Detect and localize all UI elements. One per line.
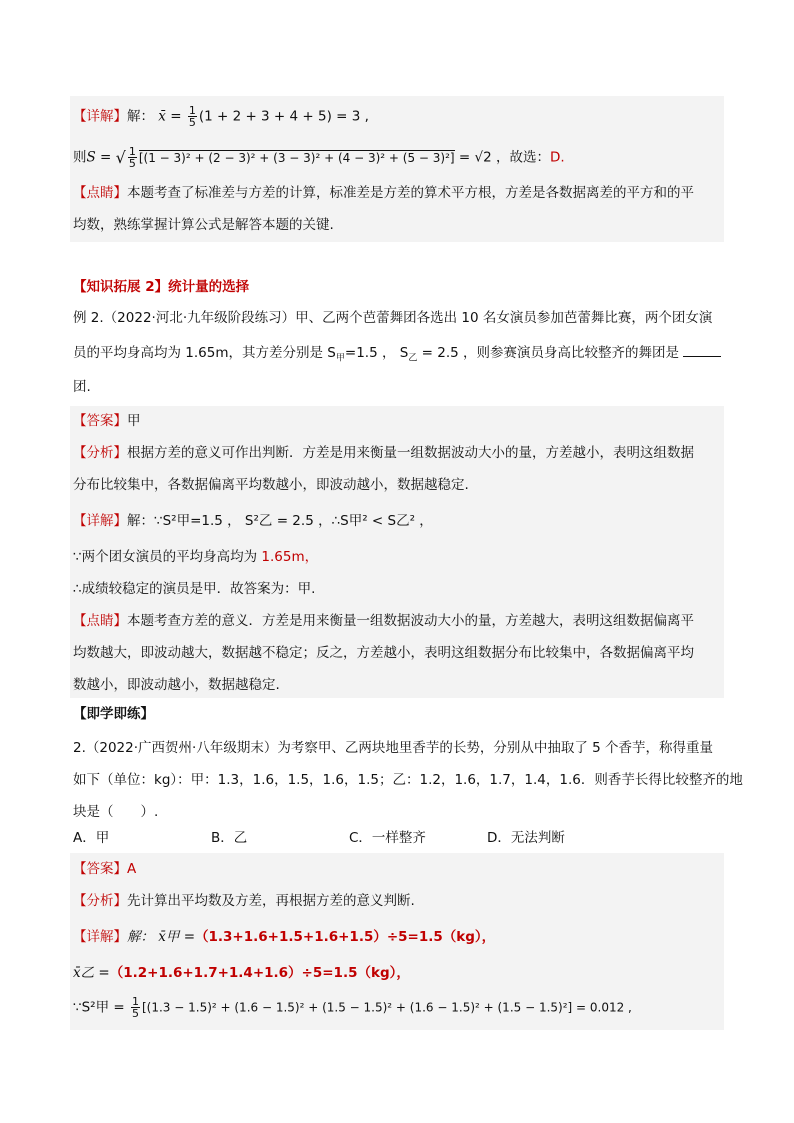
option-c[interactable]: C．一样整齐	[349, 830, 426, 846]
comment-tag: 【点睛】	[73, 185, 127, 201]
detail-line-std: 则S = √ $\frac{1}{5}$ [(1 − 3)² + (2 − 3)² + (3 − 3)² + (4 − 3)² + (5 − 3)²] = √2 ，故选：D.	[73, 145, 565, 170]
answer-line: 【答案】A	[73, 861, 137, 877]
question-line-2: 员的平均身高均为 1.65m，其方差分别是 $S_甲=1.5$ ， $S_乙 = 2.5$ ，则参赛演员身高比较整齐的舞团是	[73, 342, 721, 370]
question-line-1: 2.（2022·广西贺州·八年级期末）为考察甲、乙两块地里香芋的长势，分别从中抽取了 5 个香芋，称得重量	[73, 740, 713, 756]
question-line-3: 团.	[73, 379, 91, 395]
comment-line-2: 均数，熟练掌握计算公式是解答本题的关键.	[73, 217, 334, 233]
answer-line: 【答案】甲	[73, 413, 141, 429]
detail-line-1: 【详解】解： x̄甲 =（1.3+1.6+1.5+1.6+1.5）÷5=1.5（kg），	[73, 929, 496, 945]
detail-line-3: ∴成绩较稳定的演员是甲．故答案为：甲.	[73, 581, 316, 597]
comment-line-1: 【点睛】本题考查方差的意义．方差是用来衡量一组数据波动大小的量，方差越大，表明这组数据偏离平	[73, 613, 694, 629]
std-inner: [(1 − 3)² + (2 − 3)² + (3 − 3)² + (4 − 3)² + (5 − 3)²]	[138, 150, 455, 165]
analysis-line: 【分析】先计算出平均数及方差，再根据方差的意义判断.	[73, 893, 415, 909]
practice-heading: 【即学即练】	[73, 706, 154, 722]
detail-line-2: x̄乙 =（1.2+1.6+1.7+1.4+1.6）÷5=1.5（kg），	[73, 965, 410, 981]
option-a[interactable]: A．甲	[73, 830, 110, 846]
option-d[interactable]: D．无法判断	[487, 830, 565, 846]
question-line-2: 如下（单位：kg）：甲：1.3，1.6，1.5，1.6，1.5；乙：1.2，1.6，1.7，1.4，1.6．则香芋长得比较整齐的地	[73, 772, 743, 788]
detail-line-1: 【详解】解：∵S²甲=1.5 ， S²乙 = 2.5 ，∴S甲² < S乙² ，	[73, 513, 433, 529]
section-heading: 【知识拓展 2】统计量的选择	[73, 279, 250, 295]
option-b[interactable]: B．乙	[211, 830, 248, 846]
detail-line-mean: 【详解】解： x̄ = $\frac{1}{5}$ (1 + 2 + 3 + 4 + 5) = 3 ,	[73, 104, 369, 129]
comment-line-3: 数越小，即波动越小，数据越稳定.	[73, 677, 280, 693]
detail-tag: 【详解】	[73, 108, 127, 125]
comment-line-2: 均数越大，即波动越大，数据越不稳定；反之，方差越小，表明这组数据分布比较集中，各数据偏离平均	[73, 645, 694, 661]
fraction: $\frac{1}{5}$	[131, 995, 139, 1020]
answer-blank	[683, 342, 721, 357]
question-line-1: 例 2.（2022·河北·九年级阶段练习）甲、乙两个芭蕾舞团各选出 10 名女演员参加芭蕾舞比赛，两个团女演	[73, 310, 713, 326]
question-line-3: 块是（ ）.	[73, 804, 159, 820]
fraction: $\frac{1}{5}$	[128, 145, 136, 170]
comment-line-1: 【点睛】本题考查了标准差与方差的计算，标准差是方差的算术平方根，方差是各数据离差的平方和的平	[73, 185, 694, 201]
detail-line-3: ∵S²甲 = $\frac{1}{5}$ [(1.3 − 1.5)² + (1.6 − 1.5)² + (1.5 − 1.5)² + (1.6 − 1.5)² + (1.5 − 1.5)²] = 0.012 ,	[73, 995, 632, 1020]
sqrt-icon: √	[115, 147, 126, 167]
analysis-line-1: 【分析】根据方差的意义可作出判断．方差是用来衡量一组数据波动大小的量，方差越小，表明这组数据	[73, 445, 694, 461]
detail-line-2: ∵两个团女演员的平均身高均为 1.65m，	[73, 549, 319, 565]
fraction: $\frac{1}{5}$	[188, 104, 196, 129]
analysis-line-2: 分布比较集中，各数据偏离平均数越小，即波动越小，数据越稳定.	[73, 477, 469, 493]
